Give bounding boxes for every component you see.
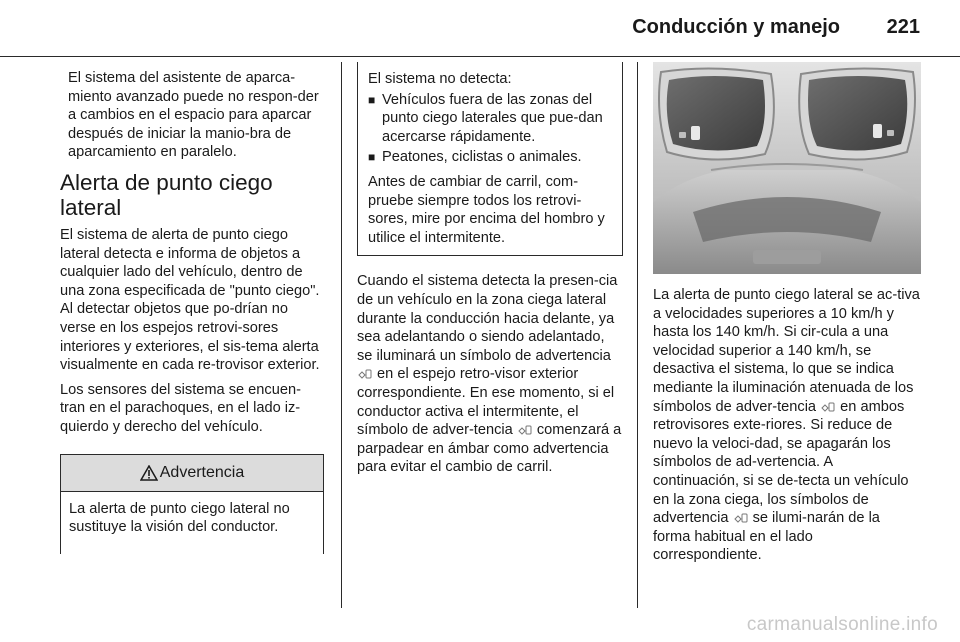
- list-item-text: Vehículos fuera de las zonas del punto ciego laterales que pue-dan acercarse rápidamente.: [382, 91, 603, 145]
- note-lead: El sistema no detecta:: [368, 71, 512, 87]
- body-paragraph-1: El sistema de alerta de punto ciego lateral detecta e informa de objetos a cualquier lado del vehículo, dentro de una zona especificada de "punto ciego". Al detectar objetos que po-drían no verse en los espejos retrovi-sores interiores y exteriores, el sis-tema alerta visualmente en cada re-trovisor exterior.: [60, 226, 320, 374]
- body-paragraph-3: Cuando el sistema detecta la presen-cia de un vehículo en la zona ciega lateral durante la conducción hacia delante, ya sea adelantando o siendo adelantado, se iluminará un símbolo de advertencia en el espejo retro-visor exterior correspondiente. En ese momento, si el conductor activa el intermitente, el símbolo de adver-tencia comenzará a parpadear en ámbar como advertencia para evitar el cambio de carril.: [357, 273, 622, 476]
- warning-triangle-icon: [140, 465, 158, 481]
- column-3: [653, 62, 921, 565]
- header-divider: [0, 56, 960, 57]
- list-item-text: Peatones, ciclistas o animales.: [382, 149, 582, 166]
- page-number: 221: [886, 16, 920, 38]
- blind-spot-warning-icon: [518, 425, 532, 435]
- warning-header: [60, 454, 324, 492]
- column-divider-2: [637, 62, 638, 608]
- warning-body: [60, 492, 324, 554]
- note-box: [357, 62, 623, 256]
- blind-spot-warning-icon: [821, 402, 835, 412]
- intro-paragraph: El sistema del asistente de aparca-miento avanzado puede no respon-der a cambios en el espacio para aparcar después de iniciar la manio-bra de aparcamiento en paralelo.: [68, 70, 319, 161]
- column-1: [60, 62, 324, 554]
- blind-spot-warning-icon: [358, 369, 372, 379]
- list-item: [368, 148, 612, 167]
- column-2: [357, 62, 623, 477]
- car-mirrors-blind-spot-illustration: [653, 62, 921, 274]
- list-item: [368, 91, 612, 147]
- warning-title: Advertencia: [159, 463, 245, 481]
- watermark-brand: carmanualsonline.info: [746, 614, 938, 635]
- section-title: Conducción y manejo: [632, 16, 840, 38]
- body-paragraph-4: La alerta de punto ciego lateral se ac-tiva a velocidades superiores a 10 km/h y hasta los 140 km/h. Si cir-cula a una velocidad superior a 140 km/h, se desactiva el sistema, lo que se indica mediante la iluminación atenuada de los símbolos de adver-tencia en ambos retrovisores exte-riores. Si reduce de nuevo la veloci-dad, se apagarán los símbolos de ad-vertencia. A continuación, si se de-tecta un vehículo en la zona ciega, los símbolos de advertencia se ilumi-narán de la forma habitual en el lado correspondiente.: [653, 287, 920, 564]
- warning-box: [60, 454, 324, 554]
- body-paragraph-2: Los sensores del sistema se encuen-tran en el parachoques, en el lado iz-quierdo y derecho del vehículo.: [60, 381, 301, 435]
- note-closing: Antes de cambiar de carril, com-pruebe siempre todos los retrovi-sores, mire por encima del hombro y utilice el intermitente.: [368, 173, 605, 246]
- section-heading: Alerta de punto ciego lateral: [60, 169, 273, 220]
- column-divider-1: [341, 62, 342, 608]
- page-header: [0, 0, 960, 56]
- warning-text: La alerta de punto ciego lateral no sustituye la visión del conductor.: [69, 500, 290, 536]
- bullet-icon: ■: [368, 150, 376, 165]
- bullet-icon: ■: [368, 92, 376, 107]
- blind-spot-warning-icon: [734, 513, 748, 523]
- illustration-svg: [653, 62, 921, 274]
